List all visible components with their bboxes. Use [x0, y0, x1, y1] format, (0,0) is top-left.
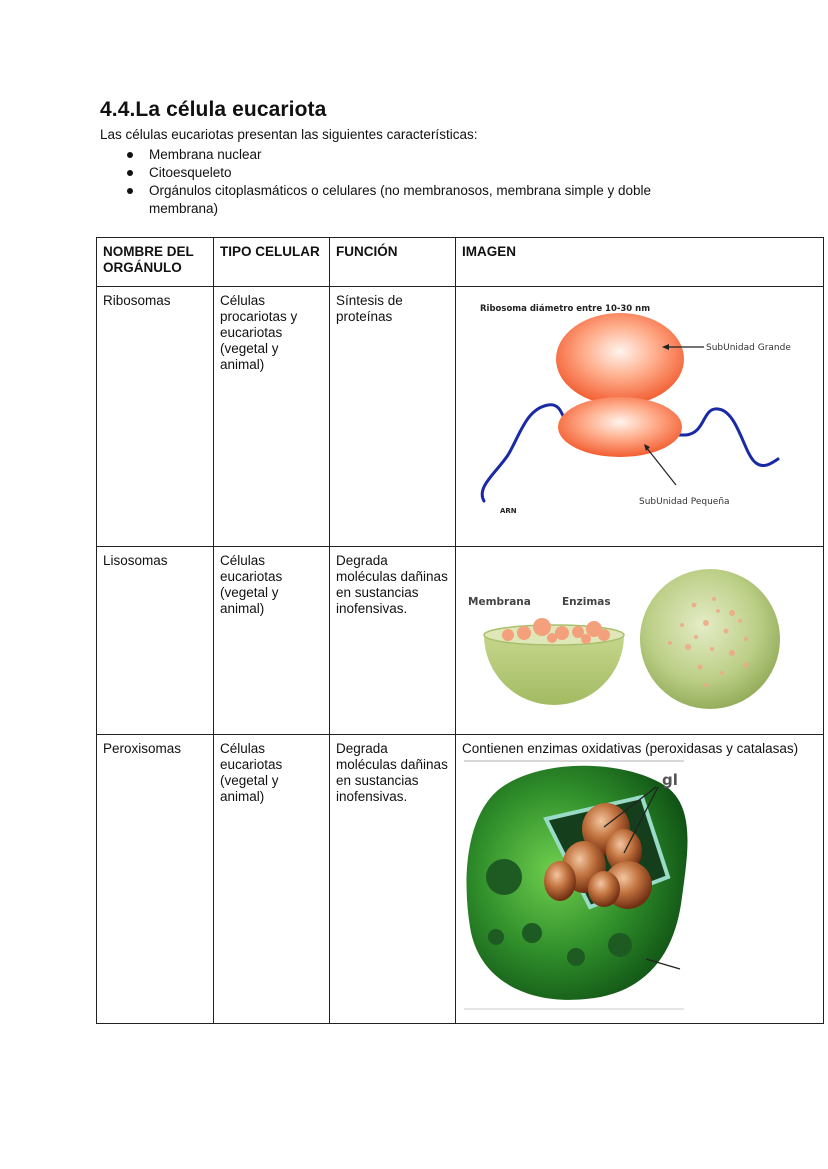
- peroxisome-caption: Contienen enzimas oxidativas (peroxidasas y catalasas): [462, 741, 799, 756]
- list-item: Membrana nuclear: [100, 146, 700, 164]
- ribosome-title: Ribosoma diámetro entre 10-30 nm: [480, 304, 651, 314]
- lysosome-image-cell: [456, 547, 824, 735]
- column-header: TIPO CELULAR: [214, 238, 330, 287]
- table-row: [97, 287, 824, 547]
- page-title: 4.4.La célula eucariota: [100, 98, 327, 121]
- organelle-function: Síntesis de proteínas: [330, 287, 456, 547]
- lysosome-illustration: [456, 547, 822, 730]
- mrna-label: ARN: [500, 507, 517, 515]
- small-subunit-pointer: [646, 447, 676, 485]
- small-subunit: [558, 397, 682, 457]
- ribosome-illustration: [456, 287, 822, 542]
- lysosome-whole: [640, 569, 780, 709]
- gl-label: gl: [662, 771, 678, 789]
- cell-type: Células procariotas y eucariotas (vegetal y animal): [214, 287, 330, 547]
- characteristics-list: [100, 146, 700, 218]
- column-header: FUNCIÓN: [330, 238, 456, 287]
- organelle-name: Lisosomas: [97, 547, 214, 735]
- table-header-row: [97, 238, 824, 287]
- table-row: [97, 547, 824, 735]
- ribosome-image-cell: [456, 287, 824, 547]
- column-header: IMAGEN: [456, 238, 824, 287]
- organelles-table: [96, 237, 824, 1024]
- organelle-name: Ribosomas: [97, 287, 214, 547]
- large-subunit-label: SubUnidad Grande: [706, 343, 791, 353]
- organelle-function: Degrada moléculas dañinas en sustancias inofensivas.: [330, 735, 456, 1024]
- cell-type: Células eucariotas (vegetal y animal): [214, 547, 330, 735]
- organelle-function: Degrada moléculas dañinas en sustancias inofensivas.: [330, 547, 456, 735]
- membrane-label: Membrana: [468, 596, 531, 608]
- cell-type: Células eucariotas (vegetal y animal): [214, 735, 330, 1024]
- large-subunit: [556, 313, 684, 405]
- peroxisome-image-cell: [456, 735, 824, 1024]
- column-header: NOMBRE DEL ORGÁNULO: [97, 238, 214, 287]
- intro-text: Las células eucariotas presentan las siguientes características:: [100, 127, 478, 142]
- small-subunit-label: SubUnidad Pequeña: [639, 497, 730, 507]
- table-row: [97, 735, 824, 1024]
- list-item: Orgánulos citoplasmáticos o celulares (no membranosos, membrana simple y doble membrana): [100, 182, 700, 218]
- peroxisome-illustration: [456, 757, 822, 1019]
- list-item: Citoesqueleto: [100, 164, 700, 182]
- organelle-name: Peroxisomas: [97, 735, 214, 1024]
- enzymes-label: Enzimas: [562, 596, 611, 608]
